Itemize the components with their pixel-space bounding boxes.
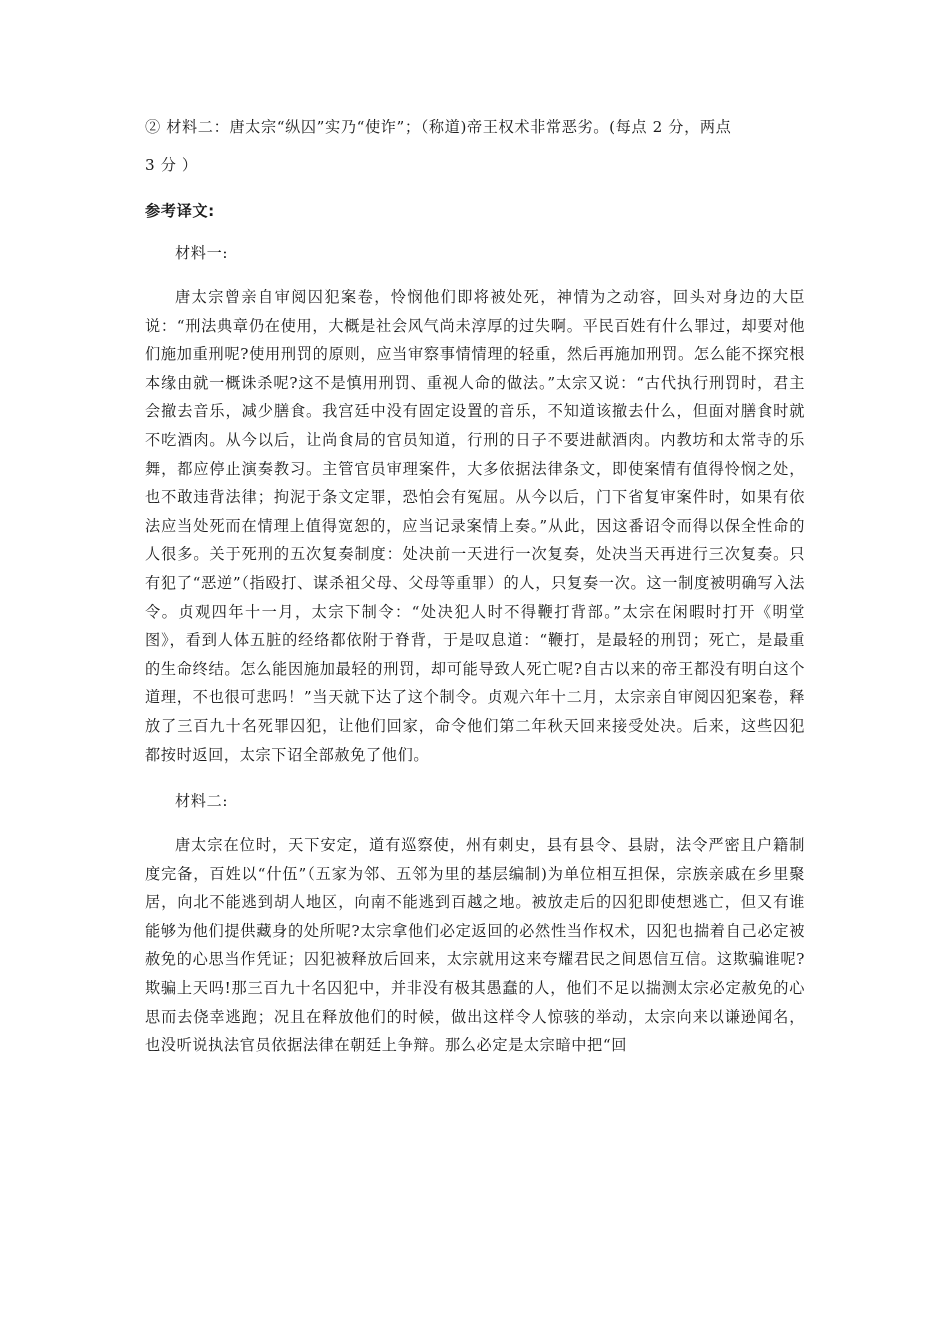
answer-line-continued: 3 分 ） <box>145 156 198 174</box>
material-two-title: 材料二: <box>175 792 229 811</box>
material-one-section <box>145 243 805 769</box>
material-two-section <box>145 791 805 1060</box>
material-one-paragraph: 唐太宗曾亲自审阅囚犯案卷，怜悯他们即将被处死，神情为之动容，回头对身边的大臣说：“刑法典章仍在使用，大概是社会风气尚未淳厚的过失啊。平民百姓有什么罪过，却要对他们施加重刑呢?使用刑罚的原则，应当审察事情情理的轻重，然后再施加刑罚。怎么能不探究根本缘由就一概诛杀呢?这不是慎用刑罚、重视人命的做法。”太宗又说：“古代执行刑罚时，君主会撤去音乐，减少膳食。我宫廷中没有固定设置的音乐，不知道该撤去什么，但面对膳食时就不吃酒肉。从今以后，让尚食局的官员知道，行刑的日子不要进献酒肉。内教坊和太常寺的乐舞，都应停止演奏教习。主管官员审理案件，大多依据法律条文，即使案情有值得怜悯之处，也不敢违背法律；拘泥于条文定罪，恐怕会有冤屈。从今以后，门下省复审案件时，如果有依法应当处死而在情理上值得宽恕的，应当记录案情上奏。”从此，因这番诏令而得以保全性命的人很多。关于死刑的五次复奏制度：处决前一天进行一次复奏，处决当天再进行三次复奏。只有犯了“恶逆”（指殴打、谋杀祖父母、父母等重罪）的人，只复奏一次。这一制度被明确写入法令。贞观四年十一月，太宗下制令：“处决犯人时不得鞭打背部。”太宗在闲暇时打开《明堂图》，看到人体五脏的经络都依附于脊背，于是叹息道：“鞭打，是最轻的刑罚；死亡，是最重的生命终结。怎么能因施加最轻的刑罚，却可能导致人死亡呢?自古以来的帝王都没有明白这个道理，不也很可悲吗！”当天就下达了这个制令。贞观六年十二月，太宗亲自审阅囚犯案卷，释放了三百九十名死罪囚犯，让他们回家，命令他们第二年秋天回来接受处决。后来，这些囚犯都按时返回，太宗下诏全部赦免了他们。 <box>145 288 805 764</box>
document-page <box>145 118 805 1060</box>
answer-line: ② 材料二：唐太宗“纵囚”实乃“使诈”；（称道)帝王权术非常恶劣。(每点 2 分，两点 <box>145 118 732 136</box>
reference-heading: 参考译文: <box>145 202 215 220</box>
material-one-title: 材料一: <box>175 244 229 262</box>
material-two-paragraph: 唐太宗在位时，天下安定，道有巡察使，州有刺史，县有县令、县尉，法令严密且户籍制度完备，百姓以“什伍”（五家为邻、五邻为里的基层编制)为单位相互担保，宗族亲戚在乡里聚居，向北不能逃到胡人地区，向南不能逃到百越之地。被放走后的囚犯即使想逃亡，但又有谁能够为他们提供藏身的处所呢?太宗拿他们必定返回的必然性当作权术，囚犯也揣着自己必定被赦免的心思当作凭证；囚犯被释放后回来，太宗就用这来夸耀君民之间恩信互信。这欺骗谁呢?欺骗上天吗!那三百九十名囚犯中，并非没有极其愚蠢的人，他们不足以揣测太宗必定赦免的心思而去侥幸逃跑；况且在释放他们的时候，做出这样令人惊骇的举动，太宗向来以谦逊闻名，也没听说执法官员依据法律在朝廷上争辩。那么必定是太宗暗中把“回 <box>145 836 805 1055</box>
